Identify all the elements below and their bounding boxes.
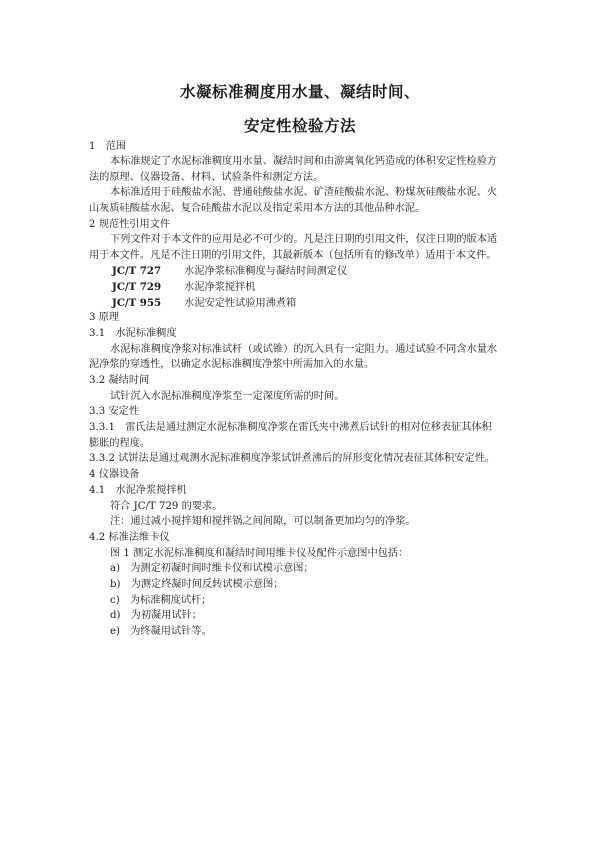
body-text-line: 3.3.1 雷氏法是通过测定水泥标准稠度净浆在雷氏夹中沸煮后试针的相对位移表征其体积 bbox=[89, 422, 492, 433]
body-text-line: 2 规范性引用文件 bbox=[89, 219, 171, 230]
body-text-line: 4 仪器设备 bbox=[89, 469, 140, 480]
body-text-line: a) 为测定初凝时间时维卡仪和试模示意图； bbox=[110, 563, 314, 574]
body-text-line: 3 原理 bbox=[89, 312, 120, 323]
body-text-line: 水泥标准稠度净浆对标准试杆（或试锥）的沉入具有一定阻力。通过试验不同含水量水 bbox=[110, 344, 498, 355]
document-title-line-2: 安定性检验方法 bbox=[243, 117, 356, 135]
body-text-line: 4.2 标准法维卡仪 bbox=[89, 532, 170, 543]
reference-item bbox=[112, 296, 296, 311]
reference-item bbox=[112, 264, 347, 279]
reference-title: 水泥安定性试验用沸煮箱 bbox=[174, 298, 297, 309]
body-text-line: 下列文件对于本文件的应用是必不可少的。凡是注日期的引用文件，仅注日期的版本适 bbox=[110, 234, 498, 245]
body-text-line: 3.3.2 试饼法是通过观测水泥标准稠度净浆试饼煮沸后的屏形变化情况表征其体积安定性。 bbox=[89, 453, 496, 464]
body-text-line: 本标准适用于硅酸盐水泥、普通硅酸盐水泥、矿渣硅酸盐水泥、粉煤灰硅酸盐水泥、火 bbox=[110, 187, 498, 198]
body-text-line: b) 为测定终凝时间反转试模示意图； bbox=[110, 579, 284, 590]
body-text-line: 用于本文件。凡是不注日期的引用文件，其最新版本（包括所有的修改单）适用于本文件。 bbox=[89, 250, 497, 261]
reference-code: JC/T 727 bbox=[112, 265, 162, 277]
body-text-line: e) 为终凝用试针等。 bbox=[110, 626, 212, 637]
body-text-line: 1 范围 bbox=[89, 141, 127, 152]
body-text-line: 法的原理、仪器设备、材料、试验条件和测定方法。 bbox=[89, 172, 324, 183]
reference-code: JC/T 955 bbox=[112, 297, 162, 309]
body-text-line: 4.1 水泥净浆搅拌机 bbox=[89, 485, 187, 496]
body-text-line: c) 为标准稠度试杆； bbox=[110, 595, 212, 606]
reference-item bbox=[112, 280, 256, 295]
reference-code: JC/T 729 bbox=[112, 281, 162, 293]
body-text-line: 膨胀的程度。 bbox=[89, 438, 151, 449]
document-title-line-1: 水凝标准稠度用水量、凝结时间、 bbox=[179, 83, 420, 101]
body-text-line: d) 为初凝用试针； bbox=[110, 610, 202, 621]
body-text-line: 3.3 安定性 bbox=[89, 406, 140, 417]
body-text-line: 泥净浆的穿透性，以确定水泥标准稠度净浆中所需加入的水量。 bbox=[89, 359, 375, 370]
body-text-line: 符合 JC/T 729 的要求。 bbox=[110, 501, 223, 512]
body-text-line: 注：通过减小搅拌翅和搅拌锅之间间隙，可以制备更加均匀的净浆。 bbox=[110, 516, 416, 527]
body-text-line: 山灰质硅酸盐水泥、复合硅酸盐水泥以及指定采用本方法的其他品种水泥。 bbox=[89, 203, 426, 214]
reference-title: 水泥净浆标准稠度与凝结时间测定仪 bbox=[174, 266, 348, 277]
body-text-line: 3.2 凝结时间 bbox=[89, 375, 150, 386]
body-text-line: 图 1 测定水泥标准稠度和凝结时间用维卡仪及配件示意图中包括： bbox=[110, 548, 409, 559]
body-text-line: 试针沉入水泥标准稠度净浆至一定深度所需的时间。 bbox=[110, 391, 345, 402]
body-text-line: 本标准规定了水泥标准稠度用水量、凝结时间和由游离氧化钙造成的体积安定性检验方 bbox=[110, 156, 498, 167]
body-text-line: 3.1 水泥标准稠度 bbox=[89, 328, 177, 339]
reference-title: 水泥净浆搅拌机 bbox=[174, 282, 256, 293]
